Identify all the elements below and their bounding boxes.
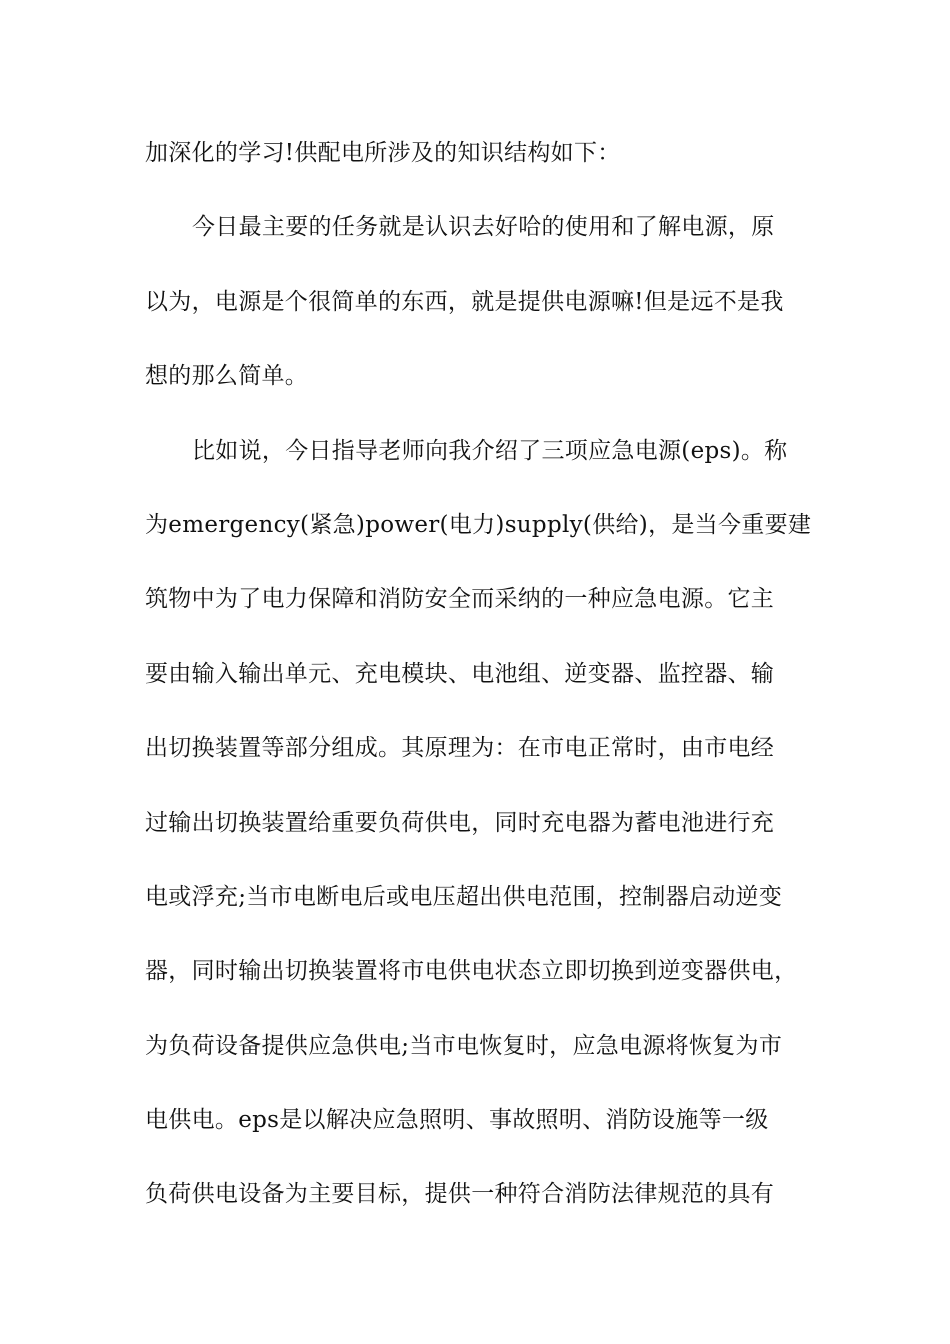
text-line: 过输出切换装置给重要负荷供电，同时充电器为蓄电池进行充 [145, 809, 775, 836]
text-line: 筑物中为了电力保障和消防安全而采纳的一种应急电源。它主 [145, 586, 775, 613]
text-line: 出切换装置等部分组成。其原理为：在市电正常时，由市电经 [145, 735, 775, 762]
text-line: 负荷供电设备为主要目标，提供一种符合消防法律规范的具有 [145, 1181, 775, 1208]
paragraph-first-line: 比如说，今日指导老师向我介绍了三项应急电源(eps)。称 [192, 437, 788, 464]
text-line: 想的那么简单。 [145, 363, 309, 390]
text-line: 为emergency(紧急)power(电力)supply(供给)，是当今重要建 [145, 511, 812, 538]
text-line: 电或浮充;当市电断电后或电压超出供电范围，控制器启动逆变 [145, 883, 783, 910]
text-line: 加深化的学习!供配电所涉及的知识结构如下： [145, 140, 621, 166]
paragraph-first-line: 今日最主要的任务就是认识去好哈的使用和了解电源，原 [192, 214, 775, 241]
text-line: 以为，电源是个很简单的东西，就是提供电源嘛!但是远不是我 [145, 288, 784, 315]
text-line: 为负荷设备提供应急供电;当市电恢复时，应急电源将恢复为市 [145, 1032, 783, 1059]
text-line: 电供电。eps是以解决应急照明、事故照明、消防设施等一级 [145, 1107, 769, 1134]
text-line: 要由输入输出单元、充电模块、电池组、逆变器、监控器、输 [145, 660, 775, 687]
body-text [145, 130, 845, 1246]
text-line: 器，同时输出切换装置将市电供电状态立即切换到逆变器供电， [145, 958, 798, 985]
